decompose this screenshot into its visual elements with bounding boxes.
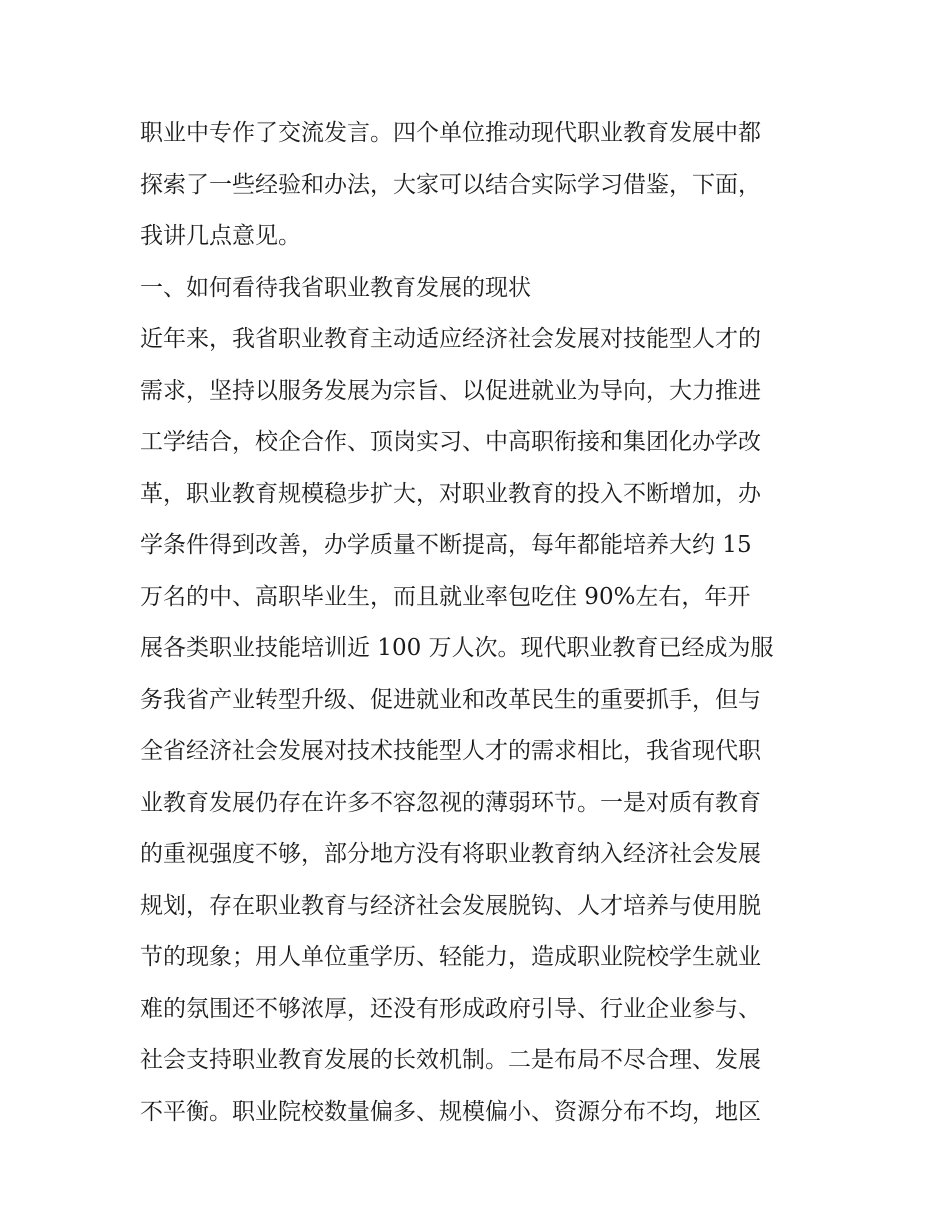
text-line: 的重视强度不够，部分地方没有将职业教育纳入经济社会发展 xyxy=(140,841,761,867)
section-heading: 一、如何看待我省职业教育发展的现状 xyxy=(140,274,531,301)
text-line: 学条件得到改善，办学质量不断提高，每年都能培养大约 15 xyxy=(140,532,752,558)
text-line: 探索了一些经验和办法，大家可以结合实际学习借鉴，下面， xyxy=(140,171,761,198)
text-line: 规划，存在职业教育与经济社会发展脱钩、人才培养与使用脱 xyxy=(140,892,761,919)
text-line: 难的氛围还不够浓厚，还没有形成政府引导、行业企业参与、 xyxy=(140,995,761,1022)
text-line: 展各类职业技能培训近 100 万人次。现代职业教育已经成为服 xyxy=(140,635,774,661)
text-line: 工学结合，校企合作、顶岗实习、中高职衔接和集团化办学改 xyxy=(140,429,761,455)
text-line: 业教育发展仍存在许多不容忽视的薄弱环节。一是对质有教育 xyxy=(140,789,761,816)
text-line: 节的现象；用人单位重学历、轻能力，造成职业院校学生就业 xyxy=(140,944,761,970)
text-line: 不平衡。职业院校数量偏多、规模偏小、资源分布不均，地区 xyxy=(140,1098,761,1125)
text-line: 需求，坚持以服务发展为宗旨、以促进就业为导向，大力推进 xyxy=(140,377,761,404)
text-line: 社会支持职业教育发展的长效机制。二是布局不尽合理、发展 xyxy=(140,1047,761,1073)
text-line: 革，职业教育规模稳步扩大，对职业教育的投入不断增加，办 xyxy=(140,480,761,507)
text-line: 全省经济社会发展对技术技能型人才的需求相比，我省现代职 xyxy=(140,738,761,764)
text-line: 务我省产业转型升级、促进就业和改革民生的重要抓手，但与 xyxy=(140,686,761,713)
text-line: 万名的中、高职毕业生，而且就业率包吃住 90%左右，年开 xyxy=(140,583,751,610)
text-line: 职业中专作了交流发言。四个单位推动现代职业教育发展中都 xyxy=(140,120,761,146)
document-body xyxy=(140,108,820,1138)
text-line: 我讲几点意见。 xyxy=(140,223,301,249)
text-line: 近年来，我省职业教育主动适应经济社会发展对技能型人才的 xyxy=(140,326,761,352)
